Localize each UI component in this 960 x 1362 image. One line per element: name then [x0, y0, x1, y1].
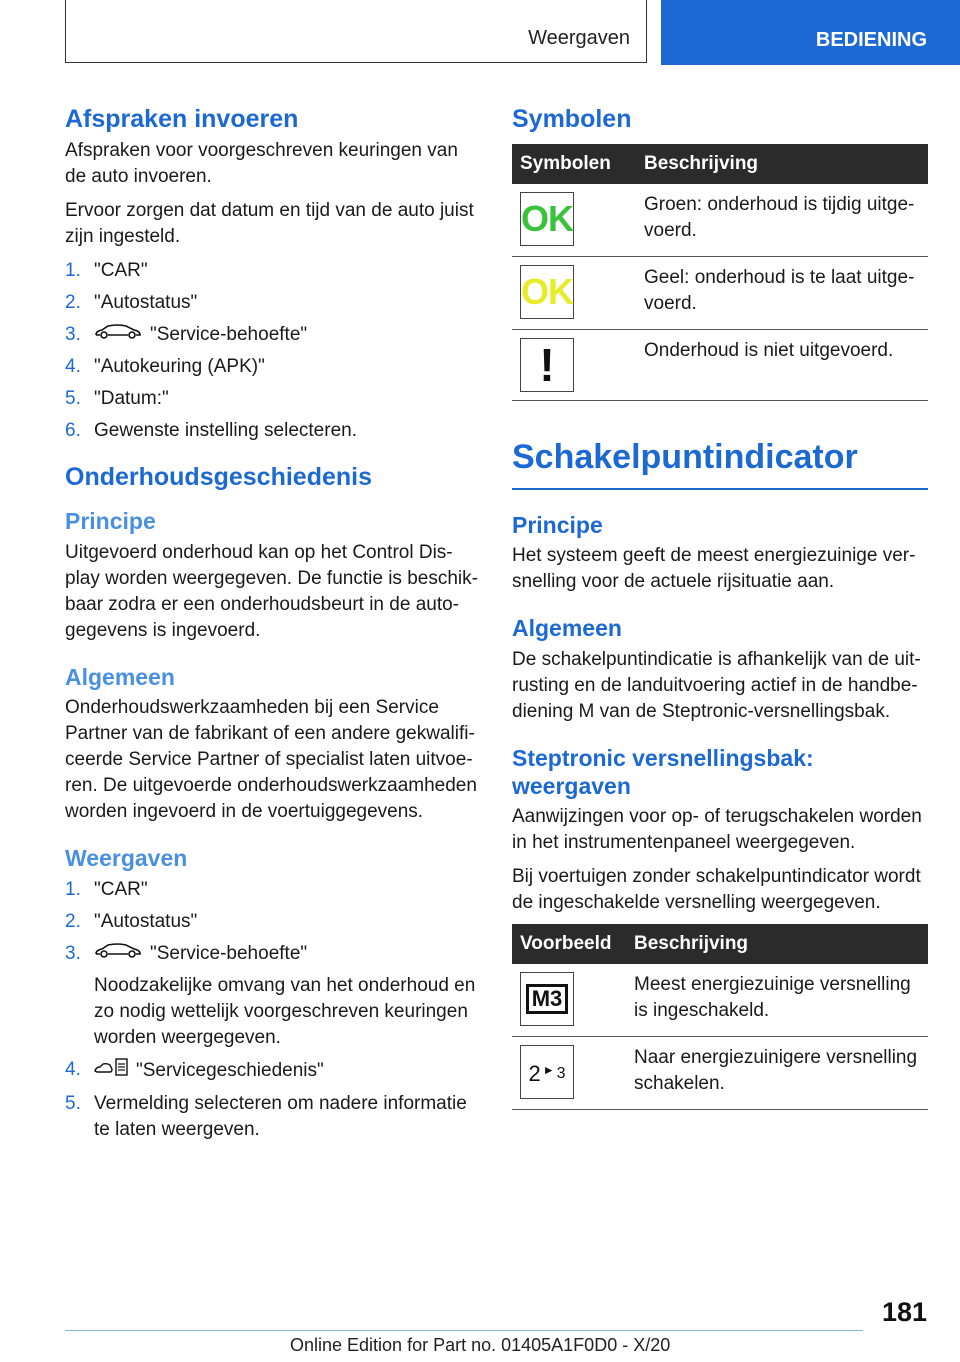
left-column — [65, 104, 480, 1159]
afspraken-intro: Afspraken voor voorgeschreven keuringen van de auto invoeren. — [65, 140, 458, 187]
header-section-title: Weergaven — [528, 27, 630, 49]
list-item: 3. "Service-behoefte" Noodzakelijke omvang van het onderhoud en zo nodig wettelijk voorgeschreven keuringen worden weergegeven. — [65, 941, 480, 1051]
afspraken-heading: Afspraken invoeren — [65, 105, 299, 133]
table-header: Symbolen — [512, 144, 636, 184]
voorbeeld-table — [512, 924, 928, 1110]
history-principe-heading: Principe — [65, 508, 156, 535]
history-principe-text: Uitgevoerd onderhoud kan op het Control Dis-play worden weergegeven. De functie is beschik-baar zodra er een onderhoudsbeurt in de auto-gegevens is ingevoerd. — [65, 541, 478, 641]
table-header: Beschrijving — [626, 924, 928, 964]
list-item: 3. "Service-behoefte" — [65, 322, 480, 348]
page-number: 181 — [881, 1297, 927, 1327]
table-row: OK Geel: onderhoud is te laat uitge-voerd. — [512, 257, 928, 330]
list-item: 5. Vermelding selecteren om nadere informatie te laten weergeven. — [65, 1092, 467, 1140]
history-steps — [65, 877, 480, 1143]
warning-exclamation-icon: ! — [520, 338, 574, 392]
steptronic-text-1: Aanwijzingen voor op- of terugschakelen worden in het instrumentenpaneel weergegeven. — [512, 806, 922, 854]
header-chapter-tab: BEDIENING — [661, 0, 960, 65]
schakel-algemeen-heading: Algemeen — [512, 615, 622, 642]
table-row: 2 ► 3 Naar energiezuinigere versnelling schakelen. — [512, 1037, 928, 1110]
step-note: Noodzakelijke omvang van het onderhoud en zo nodig wettelijk voorgeschreven keuringen worden weergegeven. — [94, 974, 476, 1048]
table-row: ! Onderhoud is niet uitgevoerd. — [512, 330, 928, 401]
list-item: 2. "Autostatus" — [65, 292, 198, 313]
history-heading: Onderhoudsgeschiedenis — [65, 463, 373, 492]
list-item: 6. Gewenste instelling selecteren. — [65, 420, 357, 442]
right-column — [512, 104, 928, 1110]
car-icon — [94, 941, 142, 967]
symbolen-heading: Symbolen — [512, 105, 632, 133]
schakel-principe-text: Het systeem geeft de meest energiezuinige ver-snelling voor de actuele rijsituatie aan. — [512, 545, 916, 593]
steptronic-text-2: Bij voertuigen zonder schakelpuntindicator wordt de ingeschakelde versnelling weergegeven. — [512, 866, 921, 914]
footer-edition: Online Edition for Part no. 01405A1F0D0 - X/20 — [290, 1335, 671, 1355]
list-item: 5. "Datum:" — [65, 388, 169, 410]
history-weergaven-heading: Weergaven — [65, 845, 188, 872]
ok-green-icon: OK — [520, 192, 574, 246]
table-row: M3 Meest energiezuinige versnelling is ingeschakeld. — [512, 964, 928, 1037]
ok-yellow-icon: OK — [520, 265, 574, 319]
gear-m3-icon: M3 — [520, 972, 574, 1026]
list-item: 4. "Autokeuring (APK)" — [65, 356, 265, 378]
header-frame — [65, 0, 647, 63]
steptronic-heading: Steptronic versnellingsbak: weergaven — [512, 744, 814, 799]
service-history-icon — [94, 1057, 128, 1085]
list-item: 4. "Servicegeschiedenis" — [65, 1057, 480, 1085]
history-algemeen-text: Onderhoudswerkzaamheden bij een Service Partner van de fabrikant of een andere gekwalifi-ceerde Service Partner of specialist laten uitvoe-ren. De uitgevoerde onderhoudswerkzaamheden worden ingevoerd in de voertuiggegevens. — [65, 697, 477, 823]
footer-divider — [65, 1330, 863, 1331]
schakel-heading: Schakelpuntindicator — [512, 437, 928, 490]
list-item: 2. "Autostatus" — [65, 910, 198, 932]
list-item: 1. "CAR" — [65, 878, 148, 900]
symbolen-table — [512, 144, 928, 401]
car-icon — [94, 322, 142, 348]
list-item: 1. "CAR" — [65, 260, 148, 281]
history-algemeen-heading: Algemeen — [65, 663, 175, 690]
shift-up-icon: 2 ► 3 — [520, 1045, 574, 1099]
afspraken-note: Ervoor zorgen dat datum en tijd van de auto juist zijn ingesteld. — [65, 200, 474, 247]
afspraken-steps — [65, 258, 480, 444]
schakel-principe-heading: Principe — [512, 511, 603, 538]
table-row: OK Groen: onderhoud is tijdig uitge-voerd. — [512, 184, 928, 257]
table-header: Voorbeeld — [512, 924, 626, 964]
schakel-algemeen-text: De schakelpuntindicatie is afhankelijk van de uit-rusting en de landuitvoering actief in de handbe-diening M van de Steptronic-versnellingsbak. — [512, 648, 921, 722]
table-header: Beschrijving — [636, 144, 928, 184]
